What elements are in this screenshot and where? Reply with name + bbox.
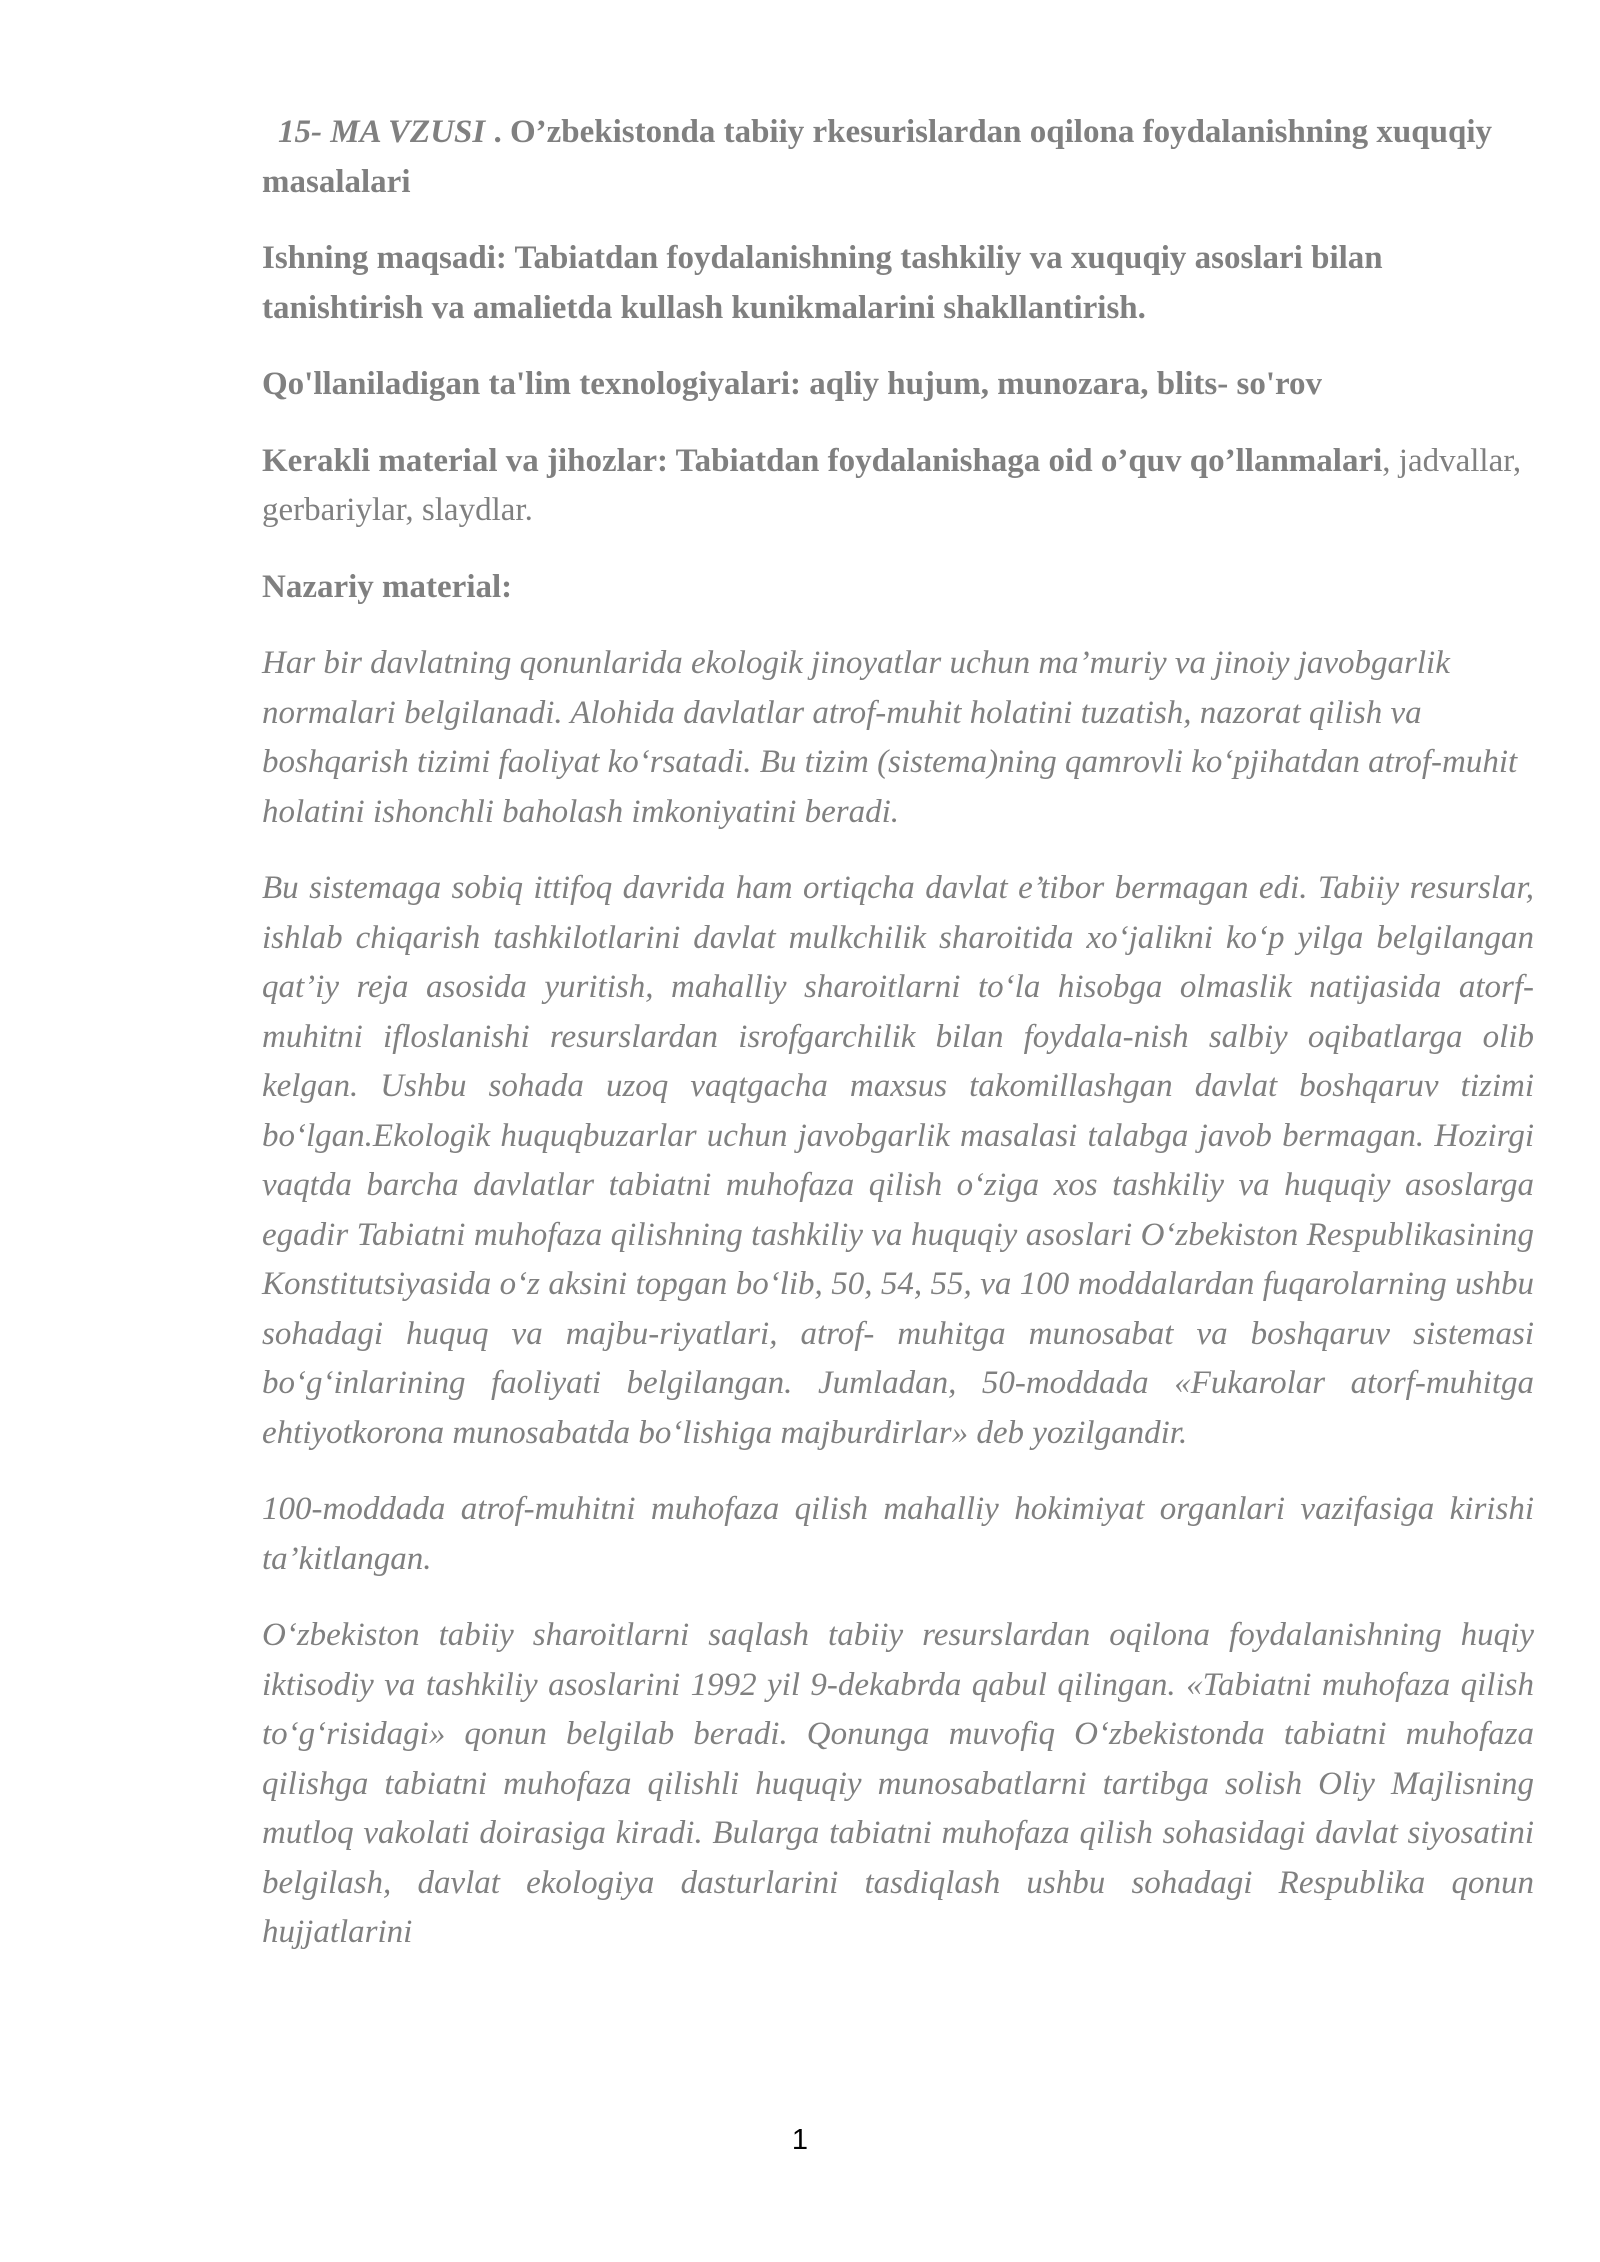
page-number: 1 (791, 2124, 809, 2156)
theory-paragraph-4: O‘zbekiston tabiiy sharoitlarni saqlash tabiiy resurslardan oqilona foydalanishning huqiy iktisodiy va tashkiliy asoslarini 1992 yil 9-dekabrda qabul qilingan. «Tabiatni muhofaza qilish to‘g‘risidagi» qonun belgilab beradi. Qonunga muvofiq O‘zbekistonda tabiatni muhofaza qilishga tabiatni muhofaza qilishli huquqiy munosabatlarni tartibga solish Oliy Majlisning mutloq vakolati doirasiga kiradi. Bularga tabiatni muhofaza qilish sohasidagi davlat siyosatini belgilash, davlat ekologiya dasturlarini tasdiqlash ushbu sohadagi Respublika qonun hujjatlarini (262, 1617, 1534, 1950)
materials-normal-text: , jadvallar, gerbariylar, slaydlar. (262, 442, 1522, 528)
goal-paragraph: Ishning maqsadi: Tabiatdan foydalanishning tashkiliy va xuquqiy asoslari bilan tanishtirish va amalietda kullash kunikmalarini shakllantirish. (262, 240, 1383, 326)
topic-number: 15- MA VZUSI (278, 114, 486, 150)
materials-paragraph (262, 437, 1534, 536)
topic-separator: . (485, 114, 510, 150)
theory-heading: Nazariy material: (262, 568, 513, 605)
theory-paragraph-2: Bu sistemaga sobiq ittifoq davrida ham ortiqcha davlat e’tibor bermagan edi. Tabiiy resurslar, ishlab chiqarish tashkilotlarini davlat mulkchilik sharoitida xo‘jalikni ko‘p yilga belgilangan qat’iy reja asosida yuritish, mahalliy sharoitlarni to‘la hisobga olmaslik natijasida atorf-muhitni ifloslanishi resurslardan isrofgarchilik bilan foydala-nish salbiy oqibatlarga olib kelgan. Ushbu sohada uzoq vaqtgacha maxsus takomillashgan davlat boshqaruv tizimi bo‘lgan.Ekologik huquqbuzarlar uchun javobgarlik masalasi talabga javob bermagan. Hozirgi vaqtda barcha davlatlar tabiatni muhofaza qilish o‘ziga xos tashkiliy va huquqiy asoslarga egadir Tabiatni muhofaza qilishning tashkiliy va huquqiy asoslari O‘zbekiston Respublikasining Konstitutsiyasida o‘z aksini topgan bo‘lib, 50, 54, 55, va 100 moddalardan fuqarolarning ushbu sohadagi huquq va majbu-riyatlari, atrof- muhitga munosabat va boshqaruv sistemasi bo‘g‘inlarining faoliyati belgilangan. Jumladan, 50-moddada «Fukarolar atorf-muhitga ehtiyotkorona munosabatda bo‘lishiga majburdirlar» deb yozilgandir. (262, 870, 1534, 1451)
topic-heading (262, 108, 1534, 207)
theory-paragraph-1: Har bir davlatning qonunlarida ekologik jinoyatlar uchun ma’muriy va jinoiy javobgarlik normalari belgilanadi. Alohida davlatlar atrof-muhit holatini tuzatish, nazorat qilish va boshqarish tizimi faoliyat ko‘rsatadi. Bu tizim (sistema)ning qamrovli ko‘pjihatdan atrof-muhit holatini ishonchli baholash imkoniyatini beradi. (262, 645, 1518, 830)
technologies-paragraph: Qo'llaniladigan ta'lim texnologiyalari: aqliy hujum, munozara, blits- so'rov (262, 366, 1323, 402)
materials-bold-text: Kerakli material va jihozlar: Tabiatdan foydalanishaga oid o’quv qo’llanmalari (262, 442, 1383, 479)
page-content (262, 108, 1534, 1985)
theory-paragraph-3: 100-moddada atrof-muhitni muhofaza qilish mahalliy hokimiyat organlari vazifasiga kirishi ta’kitlangan. (262, 1491, 1534, 1577)
topic-title: O’zbekistonda tabiiy rkesurislardan oqilona foydalanishning xuquqiy masalalari (262, 114, 1493, 200)
